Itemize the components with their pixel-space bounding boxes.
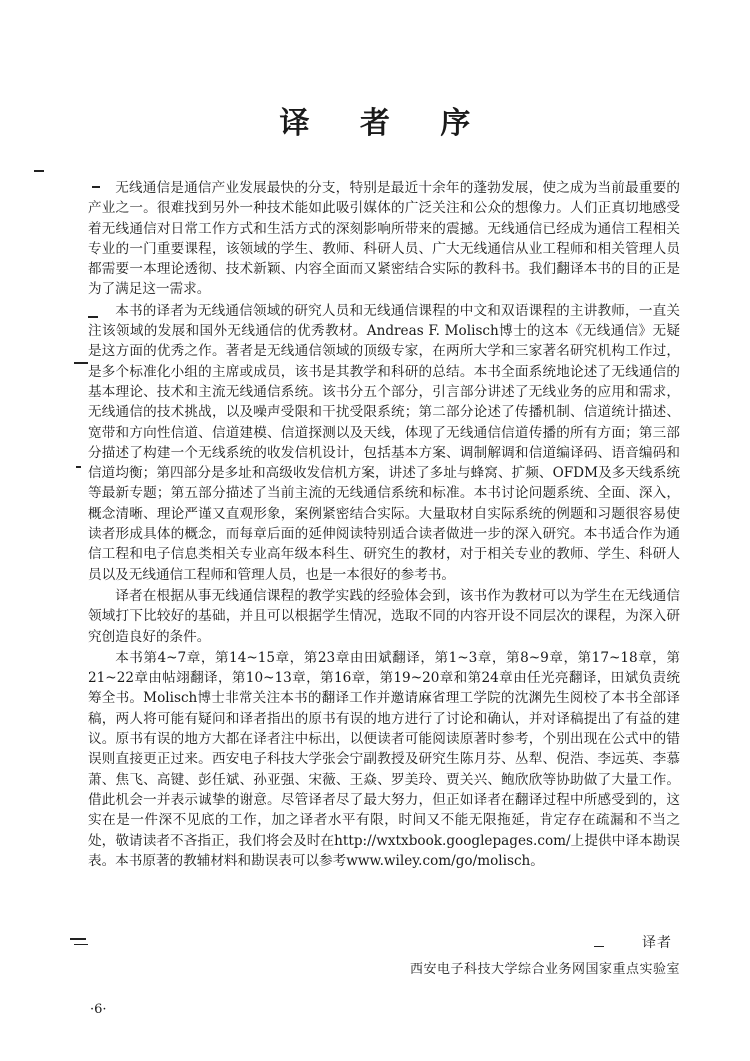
scan-mark: [70, 938, 86, 940]
scan-mark: [88, 316, 98, 318]
signature-translator: 译者: [642, 935, 672, 951]
paragraph-2: 本书的译者为无线通信领域的研究人员和无线通信课程的中文和双语课程的主讲教师，一直关注该领域的发展和国外无线通信的优秀教材。Andreas F. Molisch博士的这本《无线通信》无疑是这方面的优秀之作。著者是无线通信领域的顶级专家，在两所大学和三家著名研究机构工作过，是多个标准化小组的主席或成员，该书是其教学和科研的总结。本书全面系统地论述了无线通信的基本理论、技术和主流无线通信系统。该书分五个部分，引言部分讲述了无线业务的应用和需求，无线通信的技术挑战，以及噪声受限和干扰受限系统；第二部分论述了传播机制、信道统计描述、宽带和方向性信道、信道建模、信道探测以及天线，体现了无线通信信道传播的所有方面；第三部分描述了构建一个无线系统的收发信机设计，包括基本方案、调制解调和信道编译码、语音编码和信道均衡；第四部分是多址和高级收发信机方案，讲述了多址与蜂窝、扩频、OFDM及多天线系统等最新专题；第五部分描述了当前主流的无线通信系统和标准。本书讨论问题系统、全面、深入，概念清晰、理论严谨又直观形象，案例紧密结合实际。大量取材自实际系统的例题和习题很容易使读者形成具体的概念，而每章后面的延伸阅读特别适合读者做进一步的深入研究。本书适合作为通信工程和电子信息类相关专业高年级本科生、研究生的教材，对于相关专业的教师、学生、科研人员以及无线通信工程师和管理人员，也是一本很好的参考书。: [88, 302, 680, 583]
page-number: ·6·: [90, 1002, 107, 1017]
scan-mark: [34, 170, 44, 172]
scan-mark: [74, 362, 88, 364]
scan-mark: [594, 946, 604, 947]
scan-mark: [92, 186, 100, 188]
preface-body: [88, 178, 680, 871]
scan-mark: [76, 466, 81, 468]
signature-organization: 西安电子科技大学综合业务网国家重点实验室: [409, 962, 680, 977]
paragraph-1: 无线通信是通信产业发展最快的分支，特别是最近十余年的蓬勃发展，使之成为当前最重要的产业之一。很难找到另外一种技术能如此吸引媒体的广泛关注和公众的想像力。人们正真切地感受着无线通信对日常工作方式和生活方式的深刻影响所带来的震撼。无线通信已经成为通信工程相关专业的一门重要课程，该领域的学生、教师、科研人员、广大无线通信从业工程师和相关管理人员都需要一本理论透彻、技术新颖、内容全面而又紧密结合实际的教科书。我们翻译本书的目的正是为了满足这一需求。: [88, 180, 680, 298]
scan-mark: [74, 944, 88, 945]
paragraph-4: 本书第4~7章，第14~15章，第23章由田斌翻译，第1~3章，第8~9章，第17~18章，第21~22章由帖翊翻译，第10~13章，第16章，第19~20章和第24章由任光亮翻译，田斌负责统筹全书。Molisch博士非常关注本书的翻译工作并邀请麻省理工学院的沈渊先生阅校了本书全部译稿，两人将可能有疑问和译者指出的原书有误的地方进行了讨论和确认，并对译稿提出了有益的建议。原书有误的地方大都在译者注中标出，以便读者可能阅读原著时参考，个别出现在公式中的错误则直接更正过来。西安电子科技大学张会宁副教授及研究生陈月芬、丛犁、倪浩、李远英、李慕萧、焦飞、高键、彭任斌、孙亚强、宋薇、王焱、罗美玲、贾关兴、鲍欣欣等协助做了大量工作。借此机会一并表示诚挚的谢意。尽管译者尽了最大努力，但正如译者在翻译过程中所感受到的，这实在是一件深不见底的工作，加之译者水平有限，时间又不能无限拖延，肯定存在疏漏和不当之处，敬请读者不吝指正，我们将会及时在http://wxtxbook.googlepages.com/上提供中译本勘误表。本书原著的教辅材料和勘误表可以参考www.wiley.com/go/molisch。: [88, 649, 680, 869]
paragraph-3: 译者在根据从事无线通信课程的教学实践的经验体会到，该书作为教材可以为学生在无线通信领域打下比较好的基础，并且可以根据学生情况，选取不同的内容开设不同层次的课程，为深入研究创造良好的条件。: [88, 587, 680, 645]
page-title: 译 者 序: [279, 106, 491, 141]
